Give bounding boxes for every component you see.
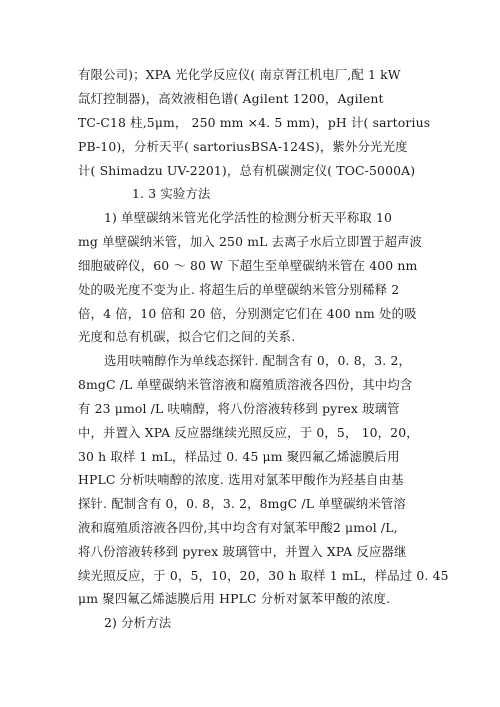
text-line: PB-10)，分析天平( sartoriusBSA-124S)，紫外分光光度 [78, 139, 408, 154]
text-line: 中，并置入 XPA 反应器继续光照反应，于 0，5， 10，20， [78, 425, 419, 440]
text-line: 1) 单壁碳纳米管光化学活性的检测分析天平称取 10 [104, 210, 393, 225]
text-line: μm 聚四氟乙烯滤膜后用 HPLC 分析对氯苯甲酸的浓度. [78, 591, 391, 606]
text-line: 细胞破碎仪，60 ～ 80 W 下超生至单壁碳纳米管在 400 nm [78, 258, 418, 273]
text-line: 倍，4 倍，10 倍和 20 倍，分别测定它们在 400 nm 处的吸 [78, 306, 417, 321]
section-heading: 2) 分析方法 [104, 615, 172, 630]
text-line: 液和腐殖质溶液各四份,其中均含有对氯苯甲酸2 μmol /L, [78, 520, 398, 535]
text-line: 计( Shimadzu UV-2201)，总有机碳测定仪( TOC-5000A) [78, 163, 416, 178]
text-line: 将八份溶液转移到 pyrex 玻璃管中，并置入 XPA 反应器继 [78, 544, 407, 559]
text-line: TC-C18 柱,5μm， 250 mm ×4. 5 mm)，pH 计( sartorius [78, 115, 431, 130]
text-line: HPLC 分析呋喃醇的浓度. 选用对氯苯甲酸作为羟基自由基 [78, 472, 404, 487]
text-line: 有限公司)；XPA 光化学反应仪( 南京胥江机电厂,配 1 kW [78, 67, 401, 82]
text-line: mg 单壁碳纳米管，加入 250 mL 去离子水后立即置于超声波 [78, 234, 423, 249]
section-heading: 1. 3 实验方法 [132, 186, 211, 201]
text-line: 选用呋喃醇作为单线态探针. 配制含有 0，0. 8，3. 2， [104, 353, 412, 368]
text-line: 氙灯控制器)，高效液相色谱( Agilent 1200，Agilent [78, 91, 384, 106]
text-line: 续光照反应，于 0，5，10，20，30 h 取样 1 mL，样品过 0. 45 [78, 568, 449, 583]
text-line: 光度和总有机碳，拟合它们之间的关系. [78, 329, 296, 344]
text-line: 处的吸光度不变为止. 将超生后的单壁碳纳米管分别稀释 2 [78, 282, 400, 297]
text-line: 8mgC /L 单壁碳纳米管溶液和腐殖质溶液各四份，其中均含 [78, 377, 413, 392]
text-line: 30 h 取样 1 mL，样品过 0. 45 μm 聚四氟乙烯滤膜后用 [78, 449, 400, 464]
text-line: 探针. 配制含有 0，0. 8，3. 2，8mgC /L 单壁碳纳米管溶 [78, 496, 406, 511]
text-line: 有 23 μmol /L 呋喃醇，将八份溶液转移到 pyrex 玻璃管 [78, 401, 400, 416]
